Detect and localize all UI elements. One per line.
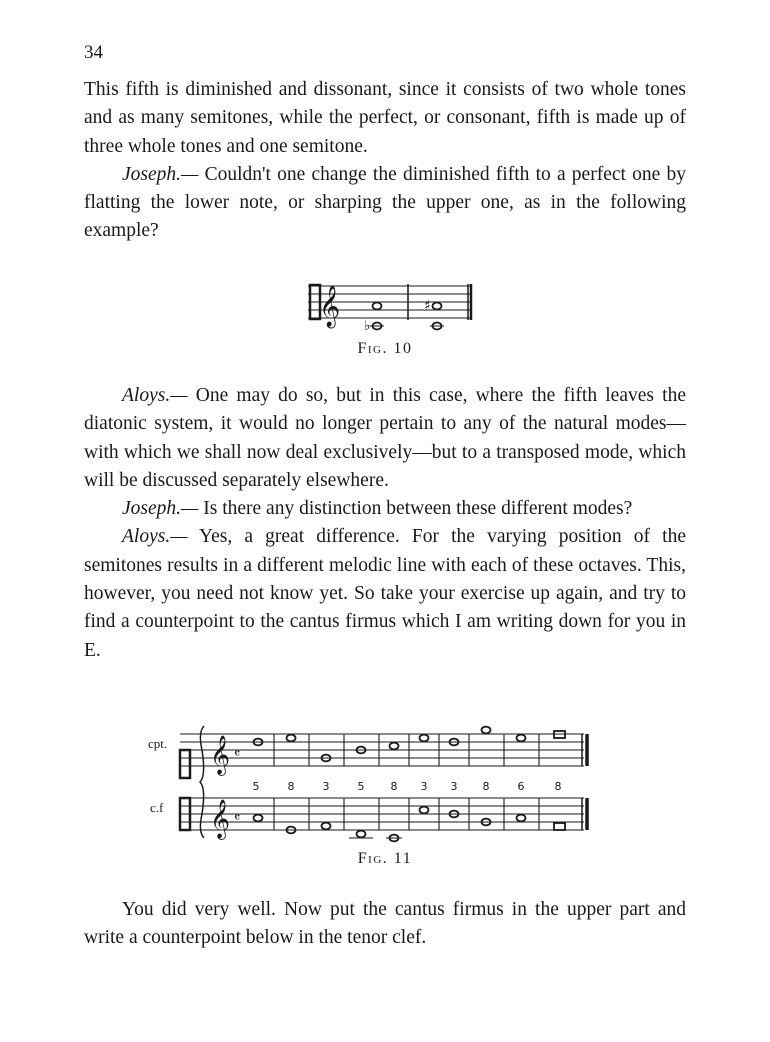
interval-number: 8	[482, 780, 490, 793]
treble-clef-icon: 𝄞	[319, 286, 341, 327]
joseph-question-text: Couldn't one change the diminished fifth to a perfect one by flatting the lower note, or sharping the upper one, as in the following example?	[84, 163, 686, 242]
figure-11-notation	[144, 720, 604, 840]
whole-note	[420, 735, 429, 742]
whole-note	[373, 303, 382, 310]
interval-number: 8	[287, 780, 295, 793]
system-brace	[200, 726, 204, 838]
speaker-joseph: Joseph.—	[122, 498, 199, 520]
text-block-middle	[84, 382, 686, 665]
figure-10-caption: Fig. 10	[357, 340, 413, 357]
interval-number: 8	[554, 780, 562, 793]
paragraph-joseph-question	[84, 161, 686, 246]
whole-note	[420, 807, 429, 814]
speaker-aloys: Aloys.—	[122, 526, 188, 548]
interval-number: 8	[390, 780, 398, 793]
sharp-icon: ♯	[424, 298, 431, 314]
interval-number: 5	[252, 780, 260, 793]
whole-note	[517, 815, 526, 822]
interval-number: 5	[357, 780, 365, 793]
paragraph-aloys-difference	[84, 523, 686, 664]
aloys-answer-text: One may do so, but in this case, where the fifth leaves the diatonic system, it would no longer pertain to any of the natural modes—with which we shall now deal exclusively—but to a transposed mode, which will be discussed separately elsewhere.	[84, 385, 686, 491]
alto-clef-icon	[180, 750, 190, 778]
text-block-top	[84, 76, 686, 246]
joseph-modes-text: Is there any distinction between these different modes?	[198, 498, 633, 520]
whole-note	[322, 823, 331, 830]
whole-note	[254, 815, 263, 822]
common-time-icon: 𝄴	[234, 746, 241, 762]
aloys-difference-text: Yes, a great difference. For the varying position of the semitones results in a different melodic line with each of these octaves. This, however, you need not know yet. So take your exercise up again, and try to find a counterpoint to the cantus firmus which I am writing down for you in E.	[84, 526, 686, 661]
whole-note	[357, 831, 366, 838]
figure-11-caption: Fig. 11	[357, 850, 413, 867]
paragraph-joseph-modes	[84, 495, 686, 523]
interval-number: 3	[322, 780, 330, 793]
cantus-firmus-label: c.f	[150, 800, 164, 815]
whole-note	[517, 735, 526, 742]
paragraph-closing: You did very well. Now put the cantus firmus in the upper part and write a counterpoint below in the tenor clef.	[84, 899, 686, 949]
paragraph-aloys-answer	[84, 382, 686, 495]
paragraph-fifth: This fifth is diminished and dissonant, since it consists of two whole tones and as many semitones, while the perfect, or consonant, fifth is made up of three whole tones and one semitone.	[84, 79, 686, 157]
counterpoint-label: cpt.	[148, 736, 168, 751]
interval-number: 6	[517, 780, 525, 793]
speaker-joseph: Joseph.—	[122, 163, 199, 185]
whole-note	[433, 303, 442, 310]
common-time-icon: 𝄴	[234, 810, 241, 826]
text-block-bottom	[84, 896, 686, 953]
treble-clef-icon: 𝄞	[210, 799, 231, 839]
interval-number: 3	[420, 780, 428, 793]
whole-note	[287, 735, 296, 742]
whole-note	[482, 727, 491, 734]
figure-10-notation	[306, 280, 476, 332]
whole-note	[390, 743, 399, 750]
speaker-aloys: Aloys.—	[122, 385, 188, 406]
breve-note	[554, 823, 565, 830]
interval-number: 3	[450, 780, 458, 793]
flat-icon: ♭	[364, 318, 371, 334]
page-number: 34	[84, 42, 103, 63]
treble-clef-icon: 𝄞	[210, 735, 231, 775]
